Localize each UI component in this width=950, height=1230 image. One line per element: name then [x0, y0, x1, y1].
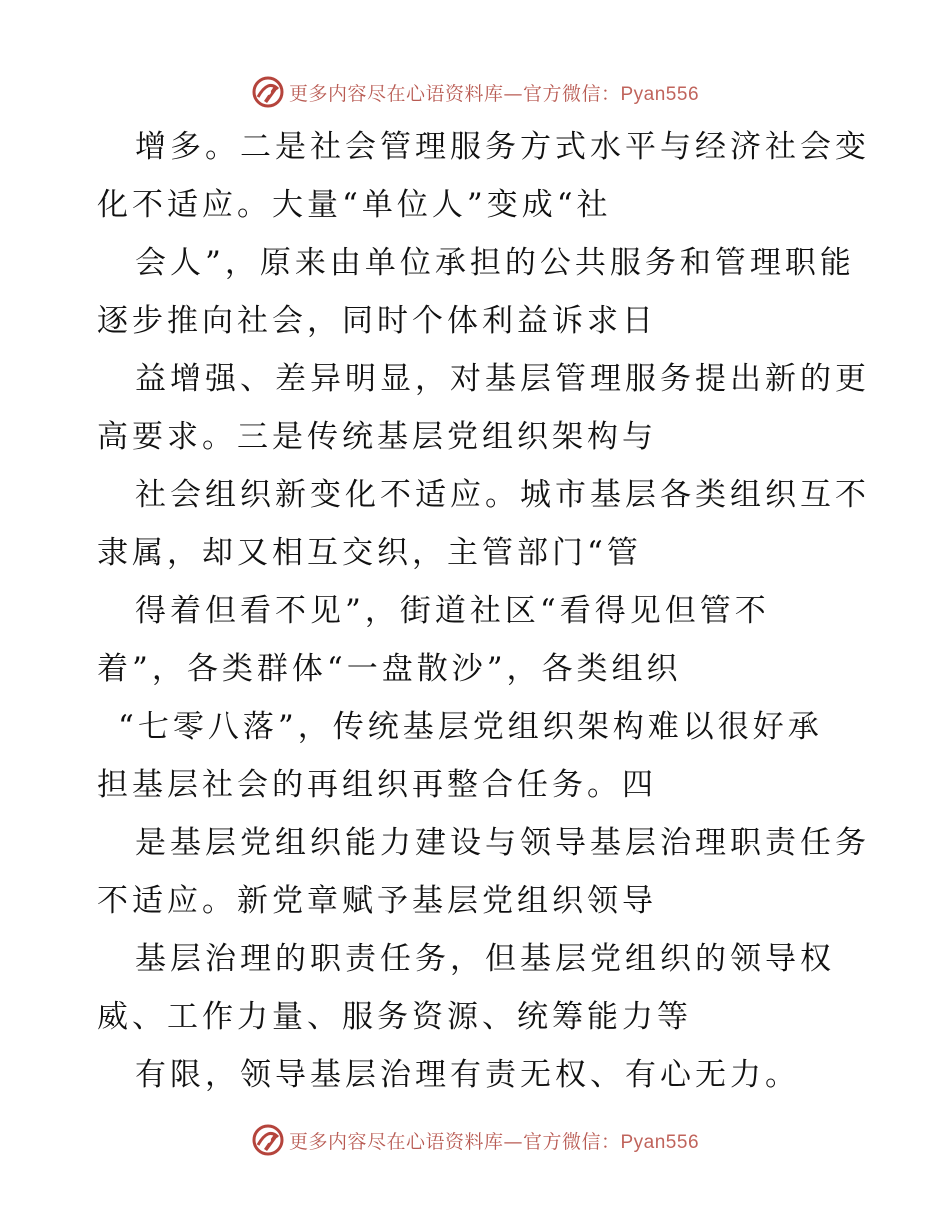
- body-line: 得着但看不见”，街道社区“看得见但管不: [135, 593, 770, 629]
- body-line: 不适应。新党章赋予基层党组织领导: [97, 883, 657, 919]
- header-banner-text: [289, 79, 699, 106]
- header-banner-label: 更多内容尽在心语资料库—官方微信：: [288, 82, 621, 105]
- body-line: 担基层社会的再组织再整合任务。四: [97, 767, 657, 803]
- footer-banner: [0, 1120, 950, 1160]
- body-line: 逐步推向社会，同时个体利益诉求日: [97, 303, 657, 339]
- logo-icon: [251, 1123, 285, 1157]
- footer-banner-label: 更多内容尽在心语资料库—官方微信：: [288, 1130, 621, 1153]
- body-line: 增多。二是社会管理服务方式水平与经济社会变: [135, 129, 870, 165]
- body-line: 益增强、差异明显，对基层管理服务提出新的更: [135, 361, 870, 397]
- body-line: 社会组织新变化不适应。城市基层各类组织互不: [135, 477, 870, 513]
- body-line: 基层治理的职责任务，但基层党组织的领导权: [135, 941, 835, 977]
- body-line: 是基层党组织能力建设与领导基层治理职责任务: [135, 825, 870, 861]
- body-line: 着”，各类群体“一盘散沙”，各类组织: [97, 651, 682, 687]
- body-line: 化不适应。大量“单位人”变成“社: [97, 187, 612, 223]
- body-line: 高要求。三是传统基层党组织架构与: [97, 419, 657, 455]
- footer-banner-id: Pyan556: [620, 1131, 700, 1153]
- header-banner: [0, 72, 950, 112]
- header-banner-id: Pyan556: [620, 83, 700, 105]
- body-line: 隶属，却又相互交织，主管部门“管: [97, 535, 642, 571]
- body-line: 有限，领导基层治理有责无权、有心无力。: [135, 1057, 800, 1093]
- logo-icon: [251, 75, 285, 109]
- body-line: 会人”，原来由单位承担的公共服务和管理职能: [135, 245, 855, 281]
- footer-banner-text: [289, 1127, 699, 1154]
- body-line: “七零八落”，传统基层党组织架构难以很好承: [118, 709, 823, 745]
- body-line: 威、工作力量、服务资源、统筹能力等: [97, 999, 692, 1035]
